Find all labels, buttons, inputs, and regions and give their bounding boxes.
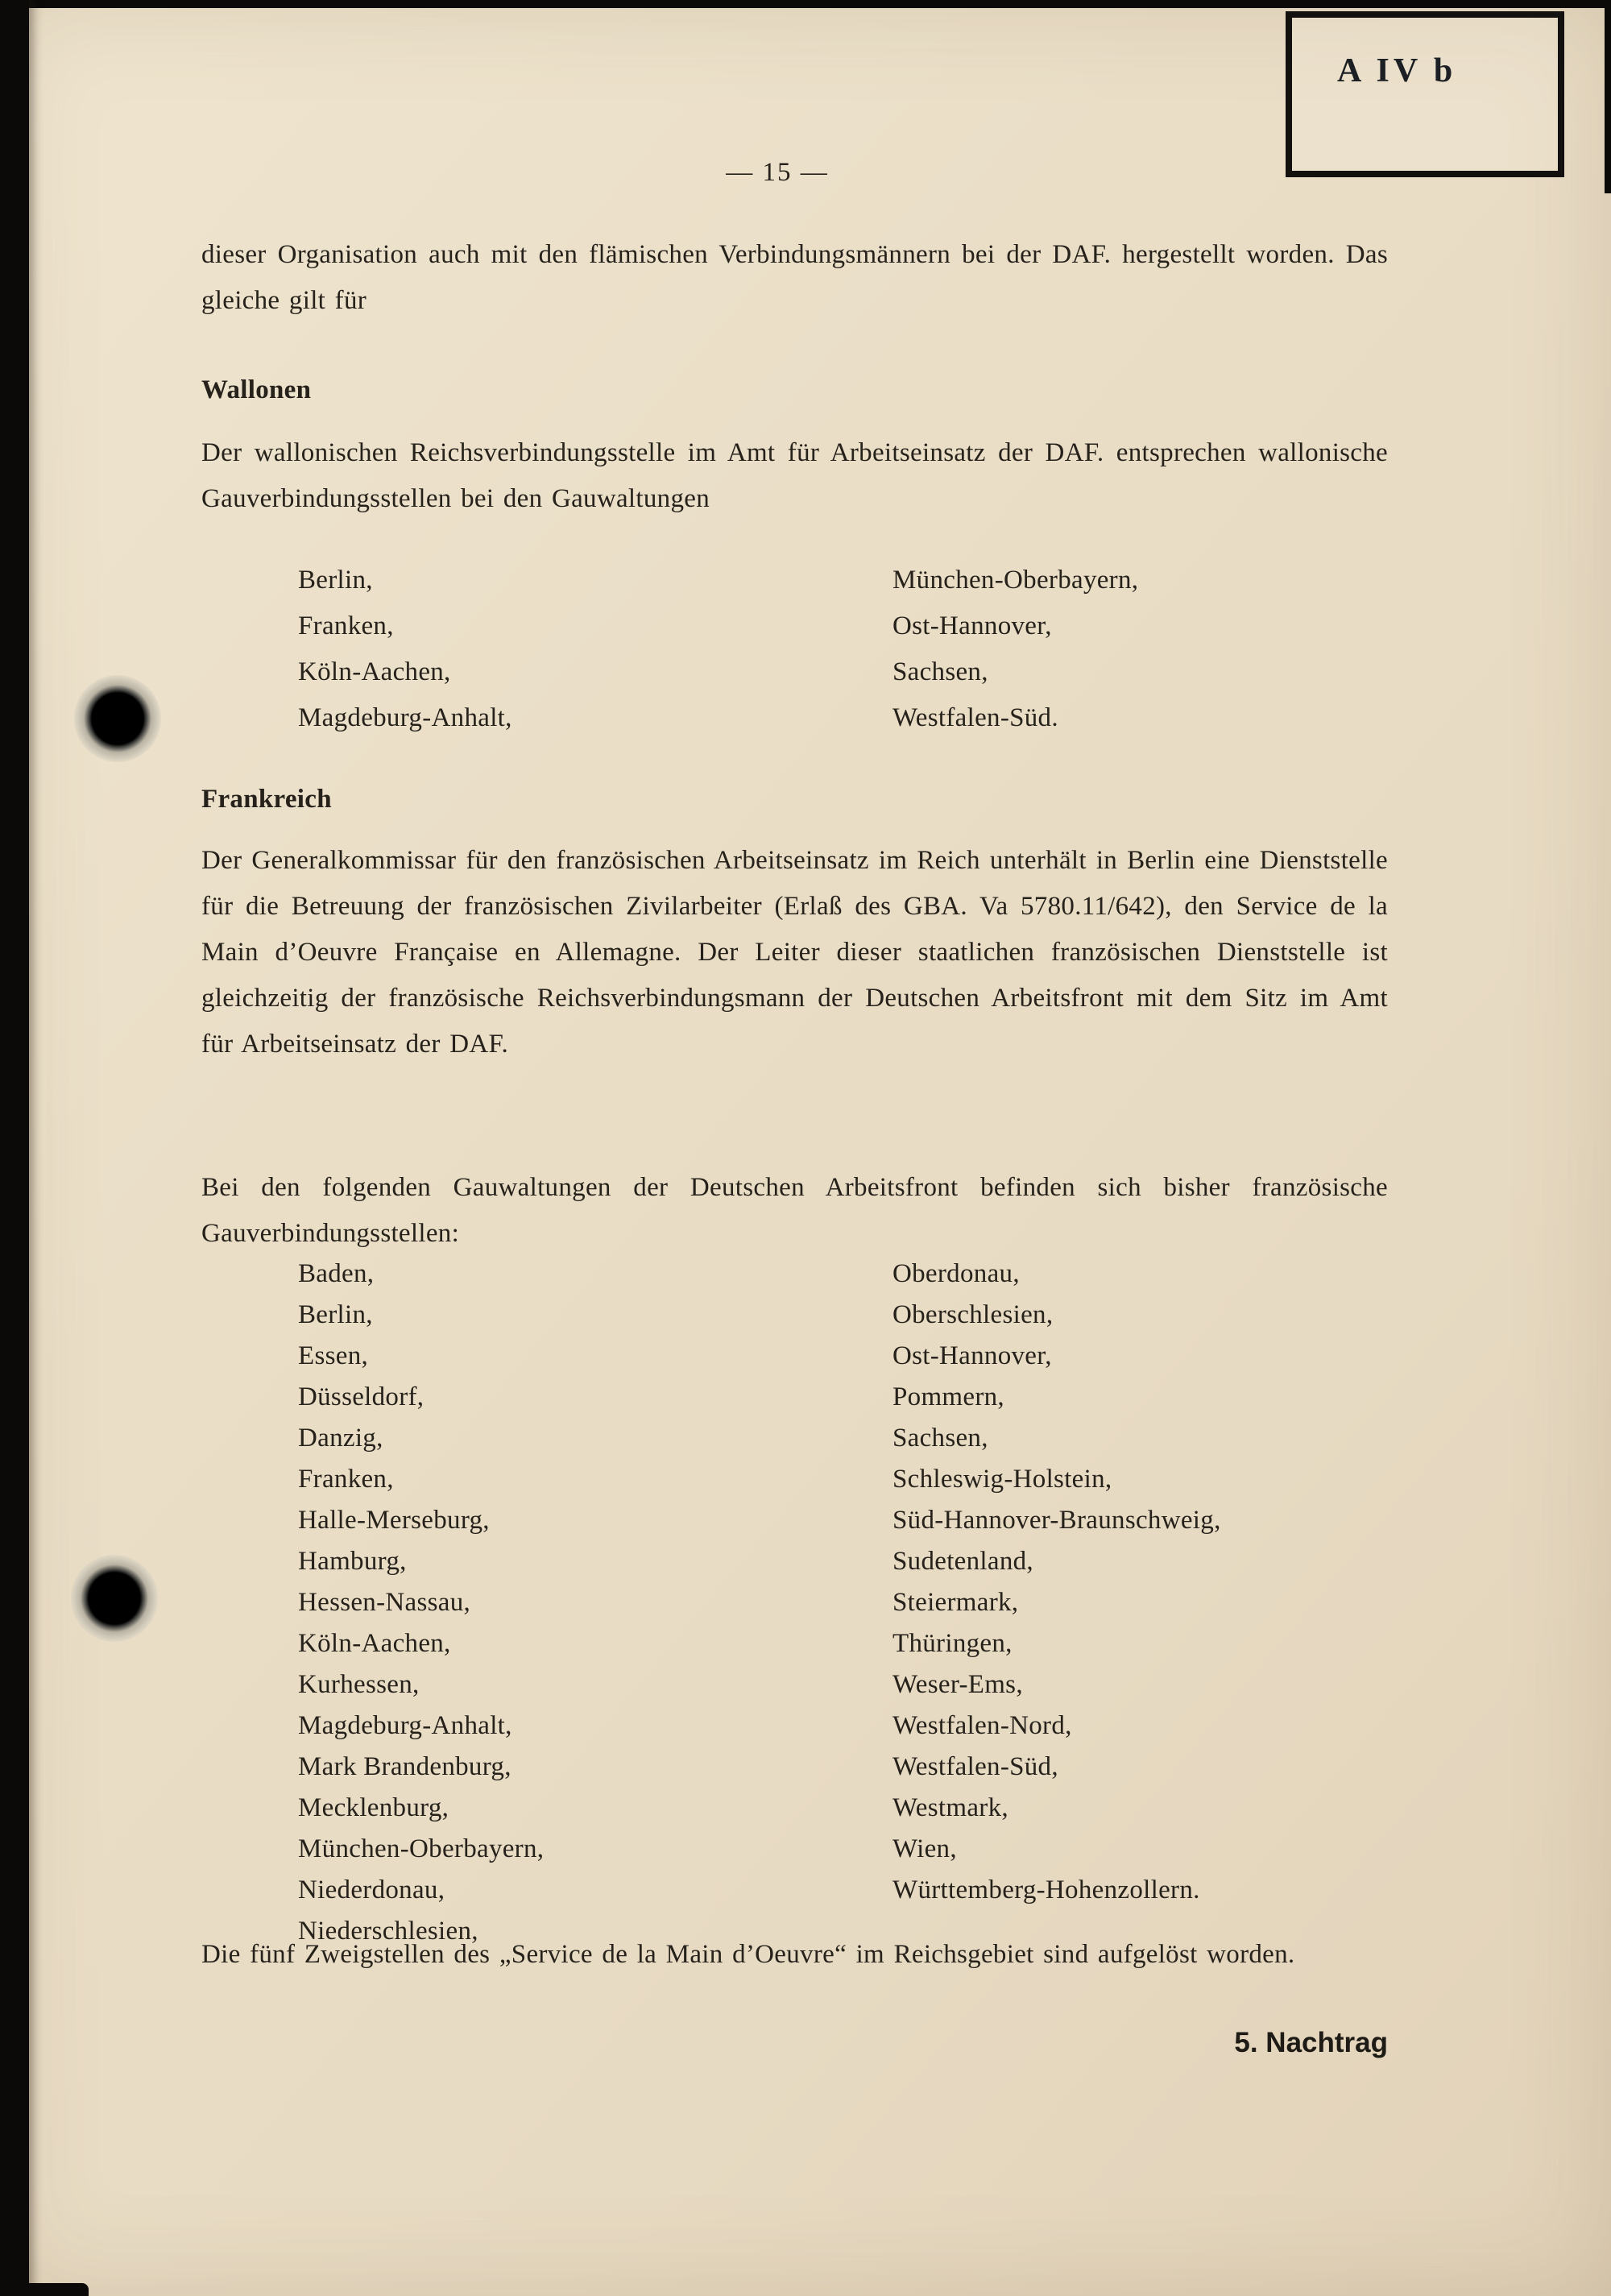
classification-box	[1286, 11, 1564, 177]
list-item: Franken,	[298, 1465, 394, 1494]
list-item: Steiermark,	[892, 1588, 1019, 1617]
list-item: Thüringen,	[892, 1629, 1013, 1658]
list-item: Hessen-Nassau,	[298, 1588, 471, 1617]
list-item: Magdeburg-Anhalt,	[298, 1711, 512, 1740]
list-item: Mark Brandenburg,	[298, 1752, 511, 1781]
list-item: Sachsen,	[892, 657, 988, 686]
list-item: Niederdonau,	[298, 1875, 445, 1904]
list-item: Halle-Merseburg,	[298, 1506, 490, 1535]
list-item: Köln-Aachen,	[298, 657, 451, 686]
list-item: Franken,	[298, 611, 394, 640]
list-item: Ost-Hannover,	[892, 1341, 1052, 1370]
list-item: Westfalen-Süd.	[892, 703, 1058, 732]
page-number: — 15 —	[726, 158, 829, 187]
list-item: Pommern,	[892, 1382, 1004, 1411]
paragraph-wallonen: Der wallonischen Reichsverbindungsstelle im Amt für Arbeitseinsatz der DAF. entsprechen wallonische Gauverbindungsstellen bei den Gauwaltungen	[201, 438, 1388, 513]
list-item: Schleswig-Holstein,	[892, 1465, 1112, 1494]
scan-edge-right	[1605, 0, 1611, 193]
closing-paragraph: Die fünf Zweigstellen des „Service de la Main d’Oeuvre“ im Reichsgebiet sind aufgelöst worden.	[201, 1940, 1295, 1969]
list-item: München-Oberbayern,	[298, 1834, 545, 1863]
scan-edge-top	[0, 0, 1611, 8]
list-item: Mecklenburg,	[298, 1793, 449, 1822]
hole-punch-bottom	[71, 1555, 158, 1642]
gau-list-column-2	[892, 557, 1392, 741]
list-item: Weser-Ems,	[892, 1670, 1023, 1699]
classification-label: A IV b	[1337, 52, 1457, 89]
gau-list-column-2	[892, 1254, 1392, 1952]
list-item: Hamburg,	[298, 1547, 407, 1576]
list-item: Westfalen-Nord,	[892, 1711, 1072, 1740]
list-item: Magdeburg-Anhalt,	[298, 703, 512, 732]
list-item: Oberdonau,	[892, 1259, 1020, 1288]
list-item: Danzig,	[298, 1424, 383, 1453]
list-item: Köln-Aachen,	[298, 1629, 451, 1658]
hole-punch-top	[74, 675, 161, 762]
paragraph-frankreich-2: Bei den folgenden Gauwaltungen der Deutschen Arbeitsfront befinden sich bisher französische Gauverbindungsstellen:	[201, 1173, 1388, 1248]
scan-edge-bottom-left	[0, 2283, 89, 2296]
list-item: Berlin,	[298, 1300, 373, 1329]
list-item: Sachsen,	[892, 1424, 988, 1453]
list-item: Oberschlesien,	[892, 1300, 1054, 1329]
list-item: München-Oberbayern,	[892, 566, 1139, 595]
list-item: Süd-Hannover-Braunschweig,	[892, 1506, 1221, 1535]
list-item: Ost-Hannover,	[892, 611, 1052, 640]
list-item: Westfalen-Süd,	[892, 1752, 1058, 1781]
gau-list-frankreich	[298, 1254, 1394, 1952]
list-item: Kurhessen,	[298, 1670, 420, 1699]
list-item: Düsseldorf,	[298, 1382, 424, 1411]
gau-list-column-1	[298, 1254, 892, 1952]
list-item: Essen,	[298, 1341, 369, 1370]
gau-list-column-1	[298, 557, 892, 741]
footer-supplement-label: 5. Nachtrag	[1234, 2027, 1388, 2058]
heading-wallonen: Wallonen	[201, 375, 312, 404]
list-item: Württemberg-Hohenzollern.	[892, 1875, 1200, 1904]
list-item: Sudetenland,	[892, 1547, 1033, 1576]
list-item: Wien,	[892, 1834, 957, 1863]
scan-edge-left	[0, 0, 29, 2296]
list-item: Berlin,	[298, 566, 373, 595]
gau-list-wallonen	[298, 557, 1394, 741]
list-item: Westmark,	[892, 1793, 1008, 1822]
list-item: Niederschlesien,	[298, 1917, 478, 1946]
intro-paragraph: dieser Organisation auch mit den flämischen Verbindungsmännern bei der DAF. hergestellt worden. Das gleiche gilt für	[201, 240, 1388, 315]
paragraph-frankreich-1: Der Generalkommissar für den französischen Arbeitseinsatz im Reich unterhält in Berlin eine Dienststelle für die Betreuung der französischen Zivilarbeiter (Erlaß des GBA. Va 5780.11/642), den Service de la Main d’Oeuvre Française en Allemagne. Der Leiter dieser staatlichen französischen Dienststelle ist gleichzeitig der französische Reichsverbindungsmann der Deutschen Arbeitsfront mit dem Sitz im Amt für Arbeitseinsatz der DAF.	[201, 846, 1388, 1059]
heading-frankreich: Frankreich	[201, 785, 332, 814]
list-item: Baden,	[298, 1259, 375, 1288]
